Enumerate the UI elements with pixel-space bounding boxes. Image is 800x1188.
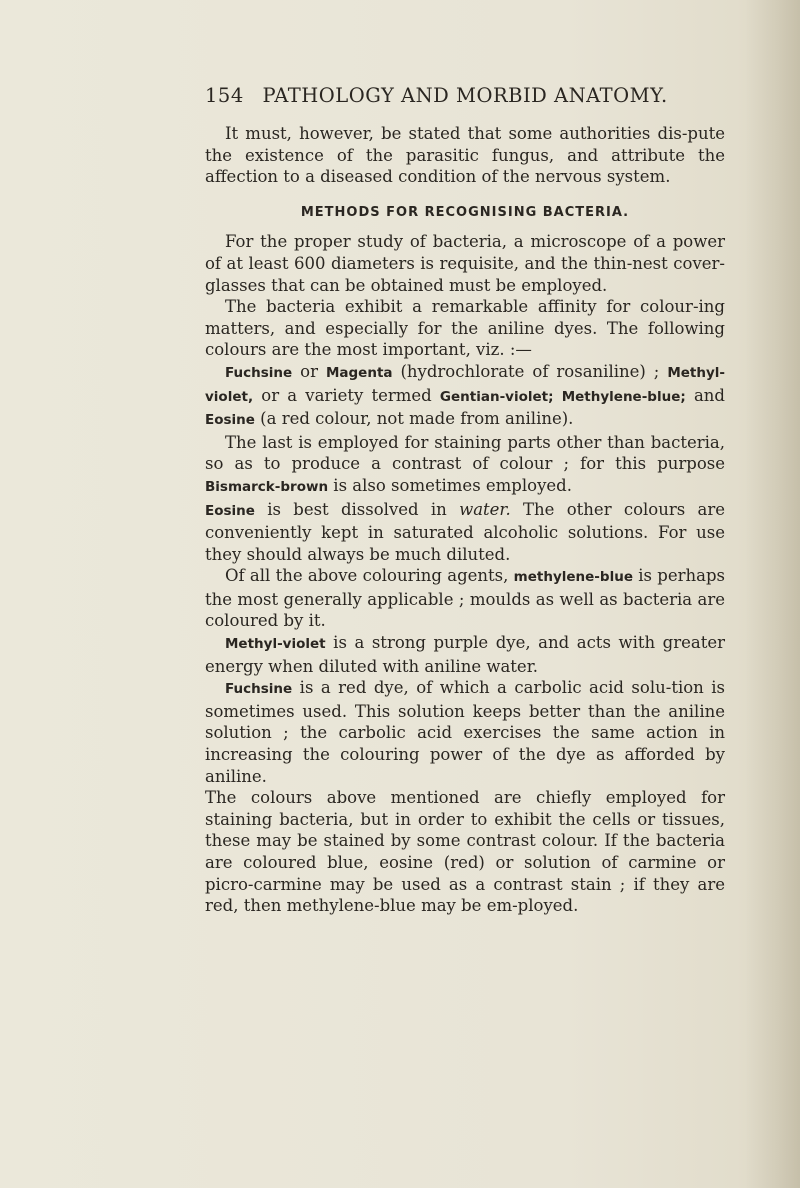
term-bismarck-brown: Bismarck-brown — [205, 478, 329, 495]
page-edge-shadow — [745, 0, 800, 1188]
term-methyl-violet: Methyl-violet, — [205, 364, 725, 405]
term-water: water. — [459, 499, 511, 519]
paragraph-contrast: The last is employed for staining parts other than bacteria, so as to produce a contrast of colour ; for this purpose Bismarck-brown is also sometimes employed. — [205, 432, 725, 495]
paragraph-dye-list: Fuchsine or Magenta (hydrochlorate of rosaniline) ; Methyl-violet, or a variety termed Gentian-violet; Methylene-blue; and Eosine (a red colour, not made from aniline). — [205, 361, 725, 429]
term-eosine: Eosine — [205, 412, 255, 429]
intro-paragraph: It must, however, be stated that some authorities dis-pute the existence of the parasitic fungus, and attribute the affection to a diseased condition of the nervous system. — [205, 124, 725, 187]
term-gentian-violet: Gentian-violet; — [439, 388, 554, 405]
term-methylene-blue-2: methylene-blue — [513, 569, 633, 586]
paragraph-microscope: For the proper study of bacteria, a microscope of a power of at least 600 diameters is requisite, and the thin-nest cover-glasses that can be obtained must be employed. — [205, 232, 725, 295]
paragraph-affinity: The bacteria exhibit a remarkable affinity for colour-ing matters, and especially for the aniline dyes. The following colours are the most important, viz. :— — [205, 297, 725, 360]
page-number: 154 — [205, 84, 244, 107]
section-heading: METHODS FOR RECOGNISING BACTERIA. — [300, 204, 630, 220]
term-eosine-2: Eosine — [205, 502, 255, 519]
term-fuchsine: Fuchsine — [225, 364, 293, 381]
paragraph-methylene-blue: Of all the above colouring agents, methylene-blue is perhaps the most generally applicable ; moulds as well as bacteria are coloured by it. — [205, 566, 726, 631]
page-body — [205, 123, 725, 917]
paragraph-colours-summary: The colours above mentioned are chiefly employed for staining bacteria, but in order to exhibit the cells or tissues, these may be stained by some contrast colour. If the bacteria are coloured blue, eosine (red) or solution of carmine or picro-carmine may be used as a contrast stain ; if they are red, then methylene-blue may be em-ployed. — [205, 788, 725, 916]
running-header — [205, 84, 725, 107]
term-magenta: Magenta — [325, 364, 393, 381]
term-methyl-violet-2: Methyl-violet — [225, 636, 326, 653]
paragraph-methyl-violet: Methyl-violet is a strong purple dye, and acts with greater energy when diluted with aniline water. — [205, 633, 725, 676]
paragraph-eosine: Eosine is best dissolved in water. The other colours are conveniently kept in saturated alcoholic solutions. For use they should always be much diluted. — [205, 499, 726, 564]
term-fuchsine-2: Fuchsine — [225, 681, 293, 698]
term-methylene-blue: Methylene-blue; — [561, 388, 686, 405]
paragraph-fuchsine: Fuchsine is a red dye, of which a carbolic acid solu-tion is sometimes used. This solution keeps better than the aniline solution ; the carbolic acid exercises the same action in increasing the colouring power of the dye as afforded by aniline. — [205, 678, 725, 786]
running-title: PATHOLOGY AND MORBID ANATOMY. — [262, 84, 668, 107]
